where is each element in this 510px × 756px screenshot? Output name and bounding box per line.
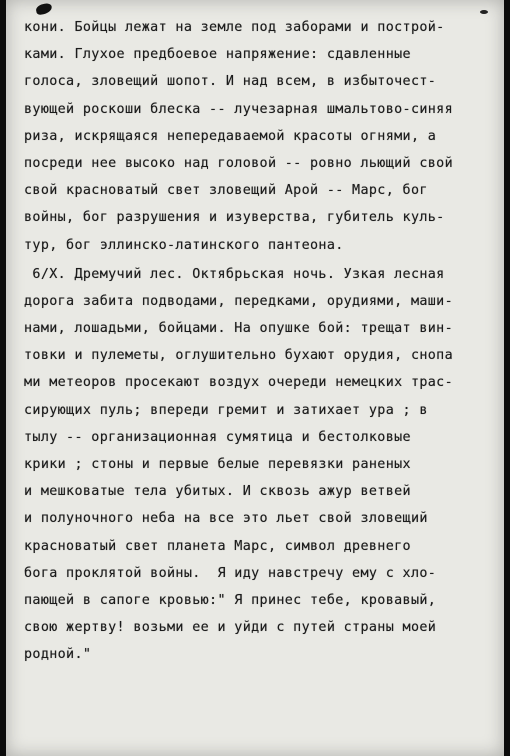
text-line: бога проклятой войны. Я иду навстречу ему с хло- [24, 565, 437, 581]
text-line: родной." [24, 647, 92, 663]
text-line: риза, искрящаяся непередаваемой красоты огнями, а [24, 128, 437, 144]
text-line: пающей в сапоге кровью:" Я принес тебе, кровавый, [24, 592, 437, 608]
text-line: свой красноватый свет зловещий Арой -- Марс, бог [24, 183, 428, 199]
text-line: товки и пулеметы, оглушительно бухают орудия, снопа [24, 348, 454, 364]
text-line: красноватый свет планета Марс, символ древнего [24, 538, 411, 554]
text-line: кони. Бойцы лежат на земле под заборами и построй- [24, 20, 445, 35]
text-line: и мешковатые тела убитых. И сквозь ажур ветвей [24, 484, 411, 500]
text-line: голоса, зловещий шопот. И над всем, в избыточест- [24, 74, 437, 90]
text-line: тылу -- организационная сумятица и бестолковые [24, 429, 411, 445]
text-line: и полуночного неба на все это льет свой зловещий [24, 511, 428, 527]
text-line: дорога забита подводами, передками, орудиями, маши- [24, 293, 454, 309]
text-line: нами, лошадьми, бойцами. На опушке бой: трещат вин- [24, 321, 454, 337]
text-line: посреди нее высоко над головой -- ровно льющий свой [24, 155, 454, 171]
page-text [24, 14, 498, 669]
text-line: тур, бог эллинско-латинского пантеона. [24, 237, 344, 253]
text-line: свою жертву! возьми ее и уйди с путей страны моей [24, 620, 437, 636]
typewritten-page [6, 0, 504, 756]
text-line: вующей роскоши блеска -- лучезарная шмальтово-синяя [24, 101, 454, 117]
text-line: ми метеоров просекают воздух очереди немецких трас- [24, 375, 454, 391]
text-line: крики ; стоны и первые белые перевязки раненых [24, 457, 411, 472]
text-line: войны, бог разрушения и изуверства, губитель куль- [24, 210, 445, 226]
text-line: ками. Глухое предбоевое напряжение: сдавленные [24, 47, 411, 63]
text-line: 6/Х. Дремучий лес. Октябрьская ночь. Узкая лесная [24, 266, 445, 282]
text-line: сирующих пуль; впереди гремит и затихает ура ; в [24, 402, 428, 418]
